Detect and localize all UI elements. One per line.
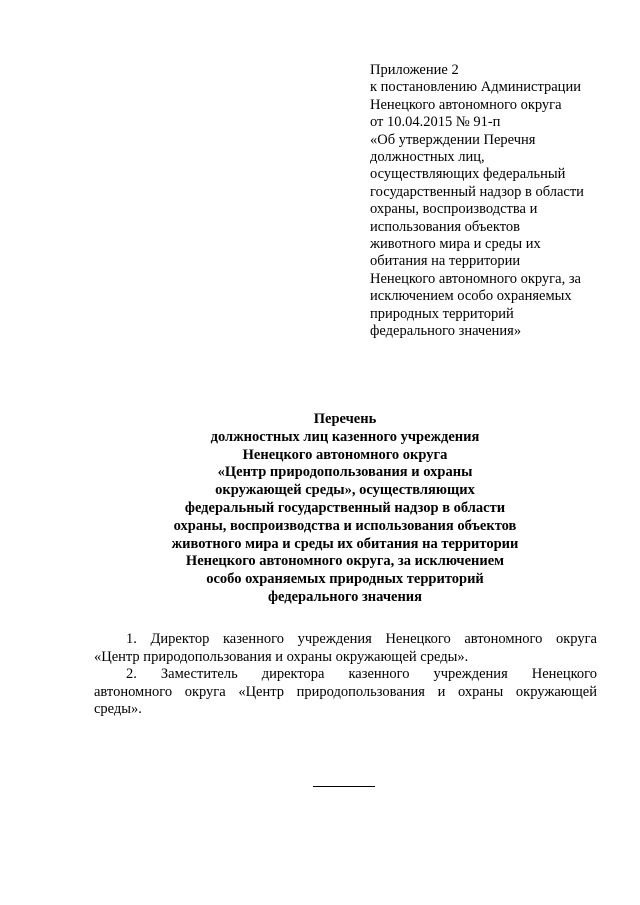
appendix-line: использования объектов	[370, 218, 520, 235]
title-line: федерального значения	[267, 588, 422, 605]
title-line: окружающей среды», осуществляющих	[215, 482, 475, 499]
title-line: федеральный государственный надзор в области	[184, 499, 506, 516]
appendix-line: животного мира и среды их	[370, 236, 541, 253]
positions-list	[94, 631, 597, 719]
appendix-line: должностных лиц,	[370, 149, 485, 166]
appendix-line: исключением особо охраняемых	[370, 288, 572, 305]
appendix-header	[370, 62, 610, 341]
document-title	[100, 411, 590, 607]
appendix-line: государственный надзор в области	[370, 183, 584, 200]
title-line: «Центр природопользования и охраны	[217, 464, 473, 481]
list-item-text: среды».	[94, 701, 142, 718]
appendix-line: обитания на территории	[370, 253, 521, 270]
appendix-line: охраны, воспроизводства и	[370, 201, 538, 218]
appendix-line: от 10.04.2015 № 91-п	[370, 114, 501, 131]
title-line: охраны, воспроизводства и использования объектов	[173, 517, 517, 534]
appendix-line: осуществляющих федеральный	[370, 166, 566, 183]
list-item	[94, 631, 597, 666]
appendix-line: федерального значения»	[370, 323, 522, 340]
list-item-text: 2. Заместитель директора казенного учреждения Ненецкого	[126, 666, 597, 683]
title-line: животного мира и среды их обитания на территории	[171, 535, 519, 552]
appendix-line: к постановлению Администрации	[370, 79, 581, 96]
list-item-text: автономного округа «Центр природопользования и охраны окружающей	[94, 683, 597, 700]
appendix-line: «Об утверждении Перечня	[370, 131, 536, 148]
appendix-line: Ненецкого автономного округа	[370, 96, 562, 113]
title-line: должностных лиц казенного учреждения	[210, 428, 480, 445]
end-divider	[313, 786, 375, 787]
appendix-line: Приложение 2	[370, 62, 459, 78]
appendix-line: природных территорий	[370, 305, 514, 322]
list-item-text: «Центр природопользования и охраны окружающей среды».	[94, 648, 469, 665]
title-line: Ненецкого автономного округа, за исключением	[185, 553, 505, 570]
list-item-text: 1. Директор казенного учреждения Ненецкого автономного округа	[126, 631, 597, 647]
title-line: Ненецкого автономного округа	[242, 446, 448, 463]
title-line: Перечень	[313, 411, 377, 427]
list-item	[94, 666, 597, 719]
appendix-line: Ненецкого автономного округа, за	[370, 270, 581, 287]
title-line: особо охраняемых природных территорий	[206, 571, 484, 588]
